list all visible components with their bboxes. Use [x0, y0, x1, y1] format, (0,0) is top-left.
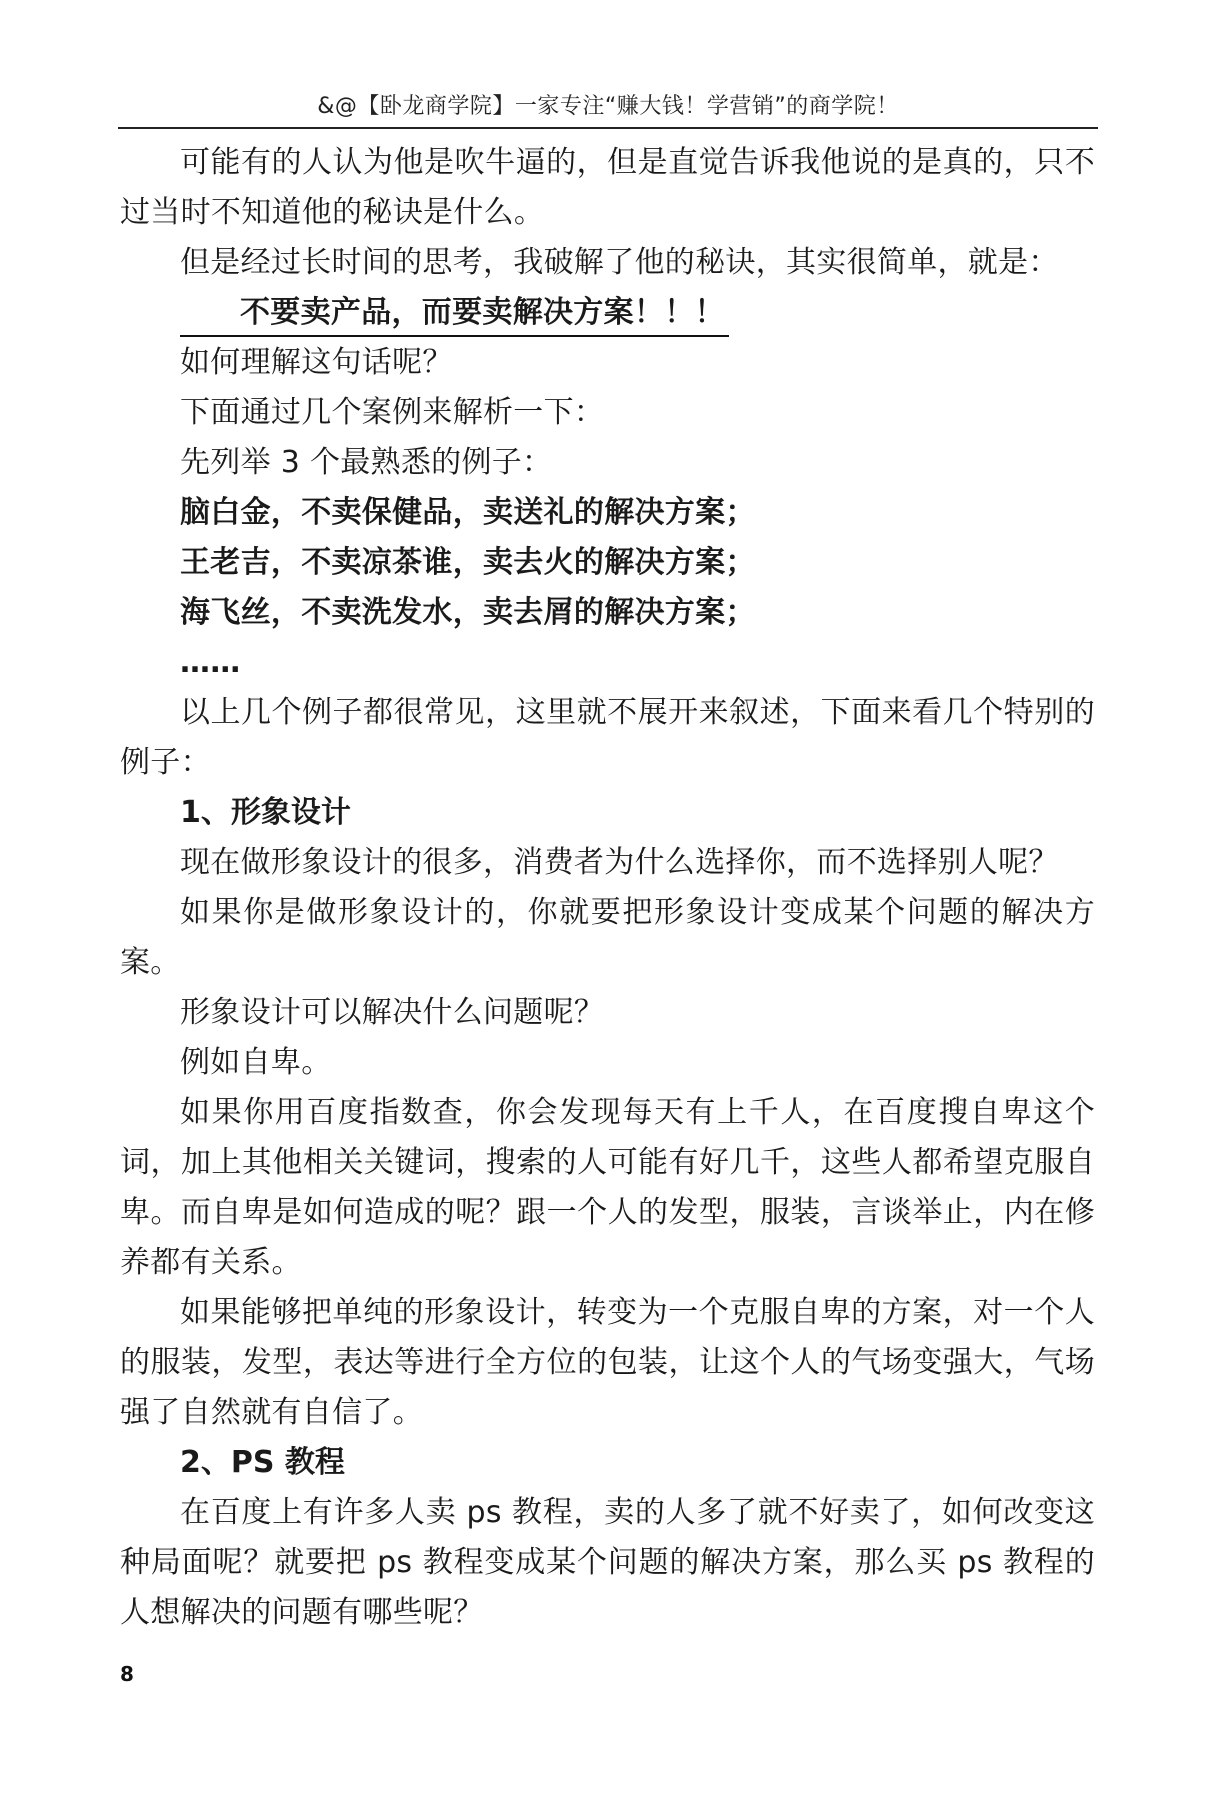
- ellipsis: ……: [180, 645, 241, 680]
- key-statement: [120, 288, 1095, 338]
- paragraph: 但是经过长时间的思考，我破解了他的秘诀，其实很简单，就是：: [180, 245, 1059, 280]
- paragraph: 如果能够把单纯的形象设计，转变为一个克服自卑的方案，对一个人的服装，发型，表达等进行全方位的包装，让这个人的气场变强大，气场强了自然就有自信了。: [120, 1295, 1095, 1430]
- paragraph: 如果你是做形象设计的，你就要把形象设计变成某个问题的解决方案。: [120, 895, 1095, 980]
- header-divider: [118, 127, 1098, 129]
- paragraph: 例如自卑。: [180, 1045, 332, 1080]
- example-item: 王老吉，不卖凉茶谁，卖去火的解决方案；: [180, 545, 756, 580]
- paragraph: 形象设计可以解决什么问题呢？: [180, 995, 605, 1030]
- paragraph: 以上几个例子都很常见，这里就不展开来叙述，下面来看几个特别的例子：: [120, 695, 1095, 780]
- paragraph: 如果你用百度指数查，你会发现每天有上千人，在百度搜自卑这个词，加上其他相关关键词，搜索的人可能有好几千，这些人都希望克服自卑。而自卑是如何造成的呢？跟一个人的发型，服装，言谈举止，内在修养都有关系。: [120, 1095, 1095, 1280]
- paragraph: 如何理解这句话呢？: [180, 345, 453, 380]
- paragraph: 先列举 3 个最熟悉的例子：: [180, 445, 553, 480]
- paragraph: 现在做形象设计的很多，消费者为什么选择你，而不选择别人呢？: [180, 845, 1059, 880]
- example-item: 海飞丝，不卖洗发水，卖去屑的解决方案；: [180, 595, 756, 630]
- page-number: 8: [120, 1662, 134, 1686]
- running-header: &@【卧龙商学院】一家专注“赚大钱！学营销”的商学院！: [317, 94, 899, 119]
- paragraph: 可能有的人认为他是吹牛逼的，但是直觉告诉我他说的是真的，只不过当时不知道他的秘诀是什么。: [120, 145, 1095, 230]
- paragraph: 在百度上有许多人卖 ps 教程，卖的人多了就不好卖了，如何改变这种局面呢？就要把 ps 教程变成某个问题的解决方案，那么买 ps 教程的人想解决的问题有哪些呢？: [120, 1495, 1095, 1630]
- paragraph: 下面通过几个案例来解析一下：: [180, 395, 605, 430]
- page-body: [120, 138, 1095, 1638]
- section-heading-1: 1、形象设计: [180, 795, 351, 830]
- section-heading-2: 2、PS 教程: [180, 1445, 345, 1480]
- example-item: 脑白金，不卖保健品，卖送礼的解决方案；: [180, 495, 756, 530]
- key-statement-text: 不要卖产品，而要卖解决方案！！！: [180, 291, 729, 337]
